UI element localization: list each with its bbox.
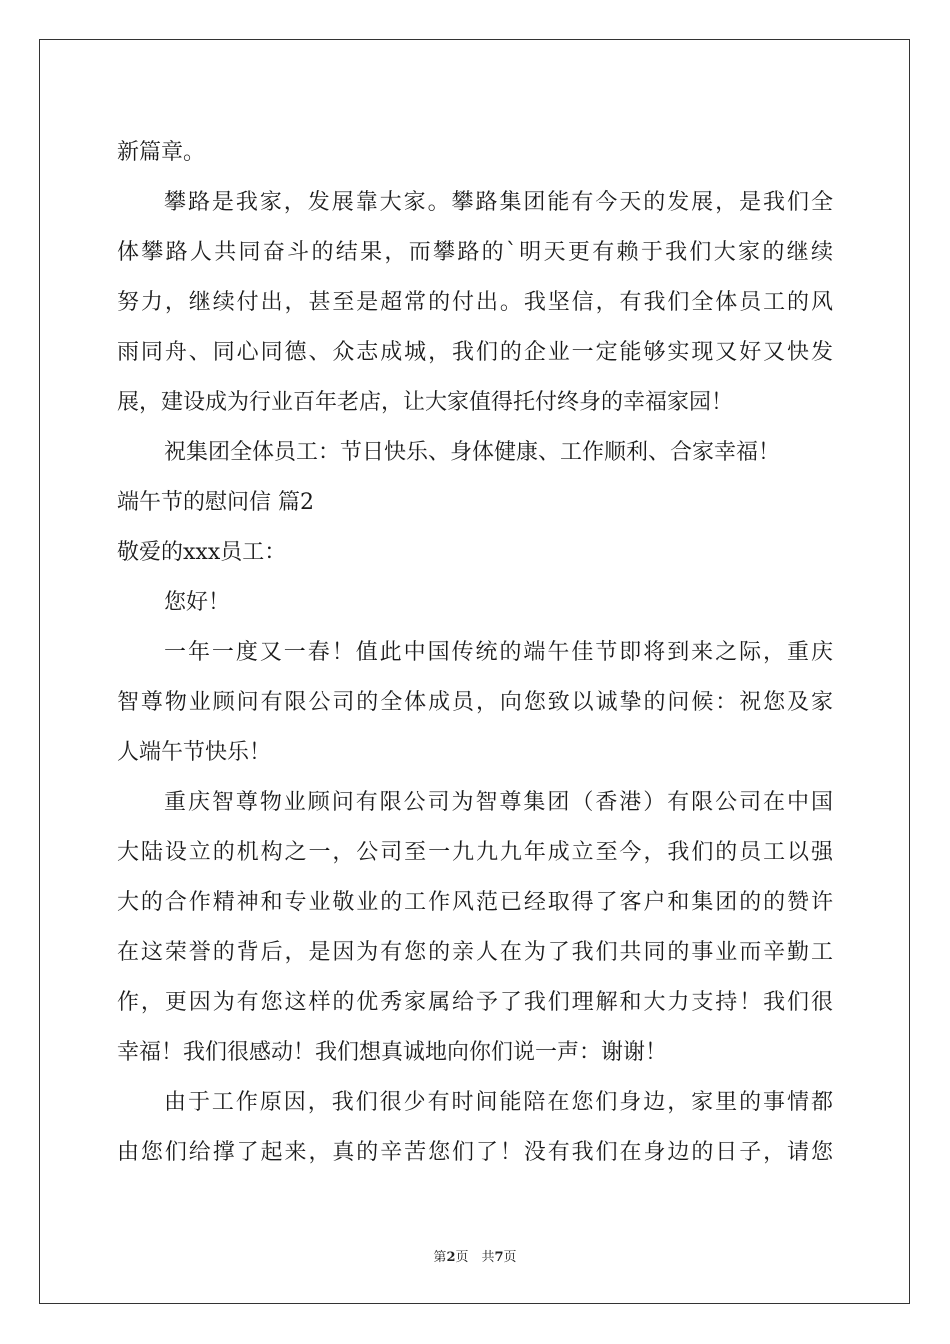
text-line: 大陆设立的机构之一，公司至一九九九年成立至今，我们的员工以强 (117, 840, 833, 865)
text-line: 由于工作原因，我们很少有时间能陪在您们身边，家里的事情都 (164, 1090, 833, 1115)
text-line: 祝集团全体员工：节日快乐、身体健康、工作顺利、合家幸福！ (164, 440, 781, 465)
page-prefix: 第 (433, 1250, 447, 1265)
text-line: 敬爱的xxx员工： (117, 540, 287, 565)
page-mid-text: 页 共 (455, 1250, 495, 1265)
text-line: 重庆智尊物业顾问有限公司为智尊集团（香港）有限公司在中国 (164, 790, 833, 815)
text-line: 幸福！我们很感动！我们想真诚地向你们说一声：谢谢！ (117, 1040, 668, 1065)
current-page-number: 2 (446, 1250, 456, 1265)
text-line: 您好！ (164, 590, 231, 615)
page-footer (0, 1246, 950, 1265)
text-line: 新篇章。 (117, 140, 206, 165)
total-page-number: 7 (494, 1250, 504, 1265)
document-body (117, 128, 833, 1178)
text-line: 作，更因为有您这样的优秀家属给予了我们理解和大力支持！我们很 (117, 990, 833, 1015)
text-line: 由您们给撑了起来，真的辛苦您们了！没有我们在身边的日子，请您 (117, 1140, 833, 1165)
text-line: 攀路是我家，发展靠大家。攀路集团能有今天的发展，是我们全 (164, 190, 833, 215)
text-line: 人端午节快乐！ (117, 740, 272, 765)
text-line: 端午节的慰问信 篇2 (117, 490, 314, 515)
page-suffix: 页 (503, 1250, 517, 1265)
text-line: 体攀路人共同奋斗的结果，而攀路的`明天更有赖于我们大家的继续 (117, 240, 833, 265)
text-line: 雨同舟、同心同德、众志成城，我们的企业一定能够实现又好又快发 (117, 340, 833, 365)
text-line: 在这荣誉的背后，是因为有您的亲人在为了我们共同的事业而辛勤工 (117, 940, 833, 965)
text-line: 一年一度又一春！值此中国传统的端午佳节即将到来之际，重庆 (164, 640, 833, 665)
text-line: 展，建设成为行业百年老店，让大家值得托付终身的幸福家园！ (117, 390, 734, 415)
text-line: 大的合作精神和专业敬业的工作风范已经取得了客户和集团的的赞许 (117, 890, 833, 915)
text-line: 智尊物业顾问有限公司的全体成员，向您致以诚挚的问候：祝您及家 (117, 690, 833, 715)
text-line: 努力，继续付出，甚至是超常的付出。我坚信，有我们全体员工的风 (117, 290, 833, 315)
